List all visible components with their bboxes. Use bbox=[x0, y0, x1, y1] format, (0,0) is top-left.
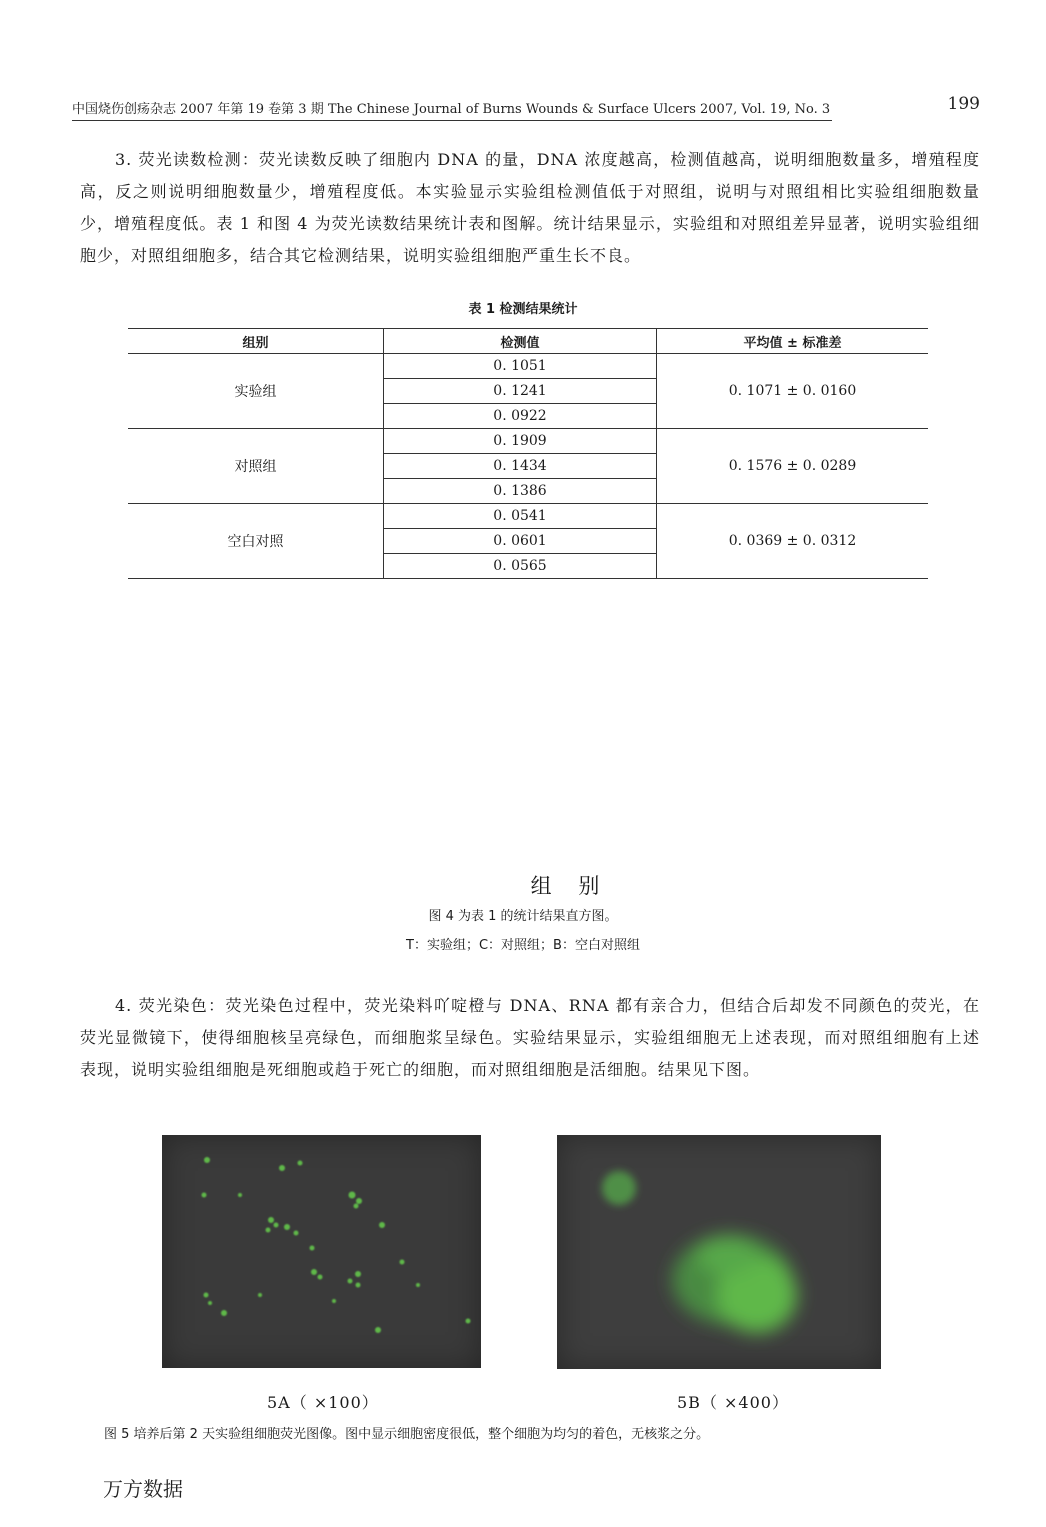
value-cell: 0. 1051 bbox=[384, 354, 657, 379]
group-name: 空白对照 bbox=[128, 504, 384, 579]
value-cell: 0. 0601 bbox=[384, 529, 657, 554]
header-value: 检测值 bbox=[384, 329, 657, 354]
value-cell: 0. 1241 bbox=[384, 379, 657, 404]
figure4-legend-note: T：实验组；C：对照组；B：空白对照组 bbox=[406, 938, 640, 953]
page-number: 199 bbox=[947, 94, 980, 114]
results-table bbox=[128, 328, 928, 579]
paragraph-fluorescence-reading: 3. 荧光读数检测：荧光读数反映了细胞内 DNA 的量，DNA 浓度越高，检测值越高，说明细胞数量多，增殖程度高，反之则说明细胞数量少，增殖程度低。本实验显示实验组检测值低于对照组，说明与对照组相比实验组细胞数量少，增殖程度低。表 1 和图 4 为荧光读数结果统计表和图解。统计结果显示，实验组和对照组差异显著，说明实验组细胞少，对照组细胞多，结合其它检测结果，说明实验组细胞严重生长不良。 bbox=[80, 150, 980, 265]
value-cell: 0. 1386 bbox=[384, 479, 657, 504]
table-row bbox=[128, 354, 928, 379]
journal-header: 中国烧伤创疡杂志 2007 年第 19 卷第 3 期 The Chinese Journal of Burns Wounds & Surface Ulcers 2007, Vol. 19, No. 3 bbox=[72, 102, 831, 117]
value-cell: 0. 1909 bbox=[384, 429, 657, 454]
group-name: 对照组 bbox=[128, 429, 384, 504]
figure4-caption: 图 4 为表 1 的统计结果直方图。 bbox=[428, 909, 618, 924]
mean-sd-cell: 0. 0369 ± 0. 0312 bbox=[657, 504, 929, 579]
running-header bbox=[72, 94, 980, 117]
table-row bbox=[128, 429, 928, 454]
value-cell: 0. 0565 bbox=[384, 554, 657, 579]
figure5a-label: 5A（ ×100） bbox=[267, 1393, 379, 1412]
micrograph-5b-cells bbox=[557, 1135, 881, 1369]
figure4-axis-label: 组 别 bbox=[530, 874, 610, 898]
header-rule bbox=[72, 120, 832, 121]
value-cell: 0. 1434 bbox=[384, 454, 657, 479]
value-cell: 0. 0922 bbox=[384, 404, 657, 429]
table-header-row bbox=[128, 329, 928, 354]
micrograph-5a bbox=[162, 1135, 481, 1368]
figure5-caption: 图 5 培养后第 2 天实验组细胞荧光图像。图中显示细胞密度很低，整个细胞为均匀的着色，无核浆之分。 bbox=[104, 1427, 710, 1442]
figure5b-label: 5B（ ×400） bbox=[677, 1393, 789, 1412]
group-name: 实验组 bbox=[128, 354, 384, 429]
mean-sd-cell: 0. 1576 ± 0. 0289 bbox=[657, 429, 929, 504]
value-cell: 0. 0541 bbox=[384, 504, 657, 529]
watermark: 万方数据 bbox=[103, 1477, 183, 1501]
micrograph-5b bbox=[557, 1135, 881, 1369]
table-caption: 表 1 检测结果统计 bbox=[468, 302, 578, 317]
mean-sd-cell: 0. 1071 ± 0. 0160 bbox=[657, 354, 929, 429]
table-row bbox=[128, 504, 928, 529]
paragraph-fluorescence-staining: 4. 荧光染色：荧光染色过程中，荧光染料吖啶橙与 DNA、RNA 都有亲合力，但结合后却发不同颜色的荧光，在荧光显微镜下，使得细胞核呈亮绿色，而细胞浆呈绿色。实验结果显示，实验组细胞无上述表现，而对照组细胞有上述表现，说明实验组细胞是死细胞或趋于死亡的细胞，而对照组细胞是活细胞。结果见下图。 bbox=[80, 996, 980, 1079]
header-group: 组别 bbox=[128, 329, 384, 354]
header-mean-sd: 平均值 ± 标准差 bbox=[657, 329, 929, 354]
micrograph-5a-cells bbox=[162, 1135, 481, 1368]
